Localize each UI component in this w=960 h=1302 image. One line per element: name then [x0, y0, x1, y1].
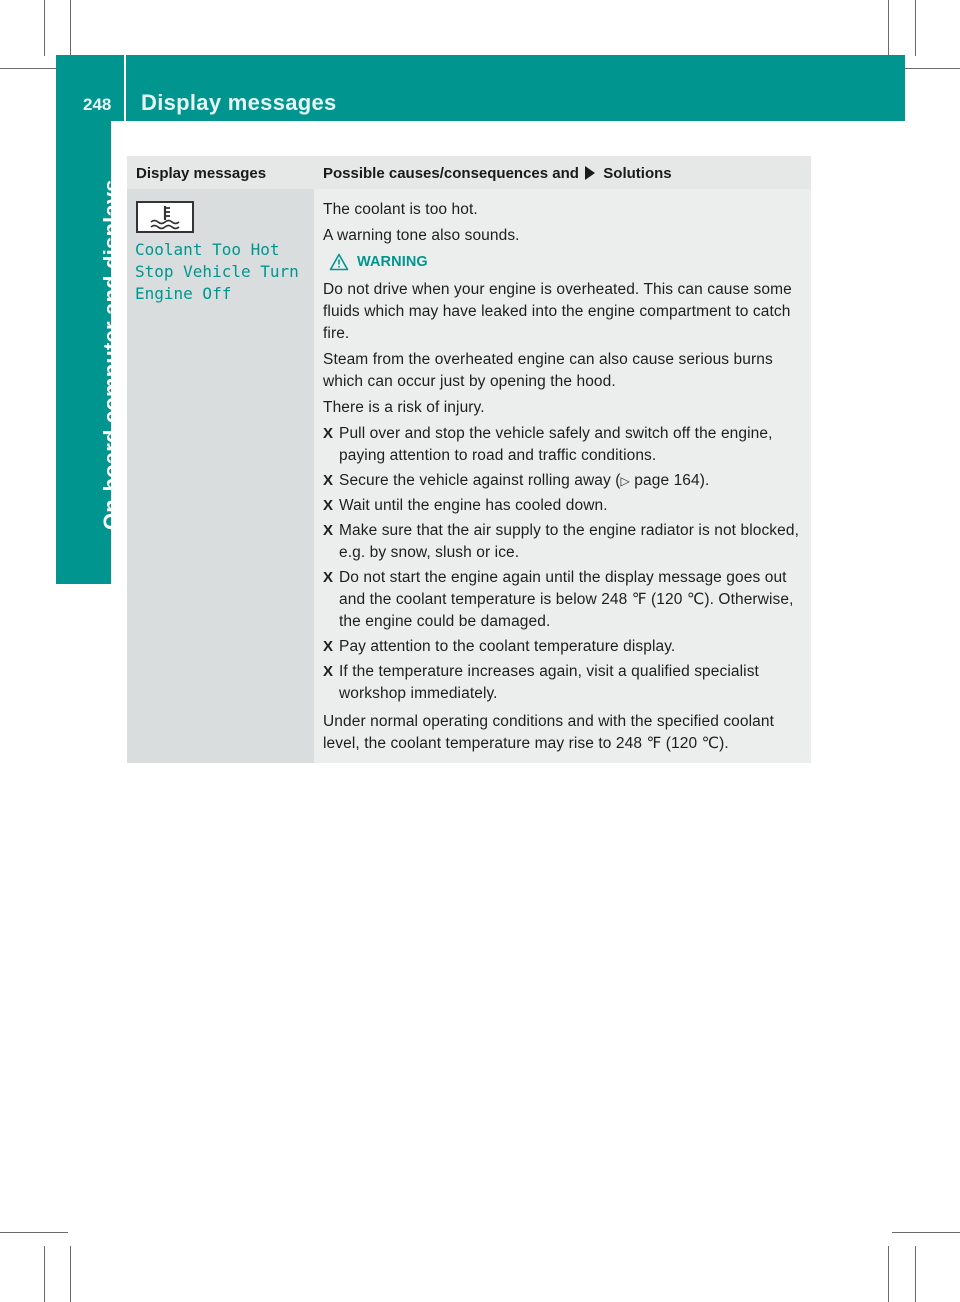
step-text: Wait until the engine has cooled down.: [339, 497, 608, 514]
step-text: If the temperature increases again, visit a qualified specialist workshop immediately.: [339, 663, 759, 702]
solution-step: [323, 661, 807, 705]
page-number: 248: [83, 95, 112, 114]
page-header: [56, 55, 905, 121]
closing-note: Under normal operating conditions and with the specified coolant level, the coolant temperature may rise to 248 ℉ (120 ℃).: [323, 713, 775, 752]
crop-mark: [44, 1246, 45, 1302]
table-cell-causes-solutions: [314, 189, 811, 763]
crop-mark: [888, 0, 889, 56]
warning-text: Do not drive when your engine is overheated. This can cause some fluids which may have leaked into the engine compartment to catch fire.: [323, 281, 792, 342]
causes-solutions-content: [323, 199, 807, 759]
step-marker: X: [323, 638, 334, 655]
step-marker: X: [323, 472, 334, 489]
display-messages-table: [127, 156, 811, 763]
solution-step: [323, 520, 807, 564]
crop-mark: [70, 0, 71, 56]
display-message-text: Coolant Too Hot Stop Vehicle Turn Engine Off: [135, 240, 299, 303]
cause-text: The coolant is too hot.: [323, 201, 478, 218]
side-tab-label: On-board computer and displays: [99, 179, 124, 530]
solution-step: [323, 636, 807, 658]
table-header-causes-solutions: [323, 165, 672, 182]
crop-mark: [915, 1246, 916, 1302]
header-solutions-label: Solutions: [603, 165, 672, 182]
solution-step: [323, 470, 807, 492]
warning-triangle-icon: [329, 253, 349, 271]
page-reference-link[interactable]: page 164).: [634, 472, 710, 489]
step-marker: X: [323, 569, 334, 586]
step-marker: X: [323, 663, 334, 680]
table-cell-display-message: [127, 189, 314, 763]
step-marker: X: [323, 497, 334, 514]
table-header-display-messages: Display messages: [136, 165, 267, 182]
crop-mark: [892, 1232, 960, 1233]
solution-arrow-icon: [585, 166, 595, 180]
crop-mark: [44, 0, 45, 56]
step-text: Secure the vehicle against rolling away (: [339, 472, 621, 489]
crop-mark: [915, 0, 916, 56]
step-text: Pull over and stop the vehicle safely and switch off the engine, paying attention to road and traffic conditions.: [339, 425, 773, 464]
crop-mark: [70, 1246, 71, 1302]
coolant-temperature-warning-icon: [136, 201, 194, 233]
warning-heading: [323, 251, 807, 273]
header-separator: [124, 55, 126, 121]
page-reference-arrow-icon: ▷: [620, 474, 630, 488]
page-title: Display messages: [141, 90, 337, 115]
header-causes-label: Possible causes/consequences and: [323, 165, 579, 182]
solution-step: [323, 567, 807, 633]
warning-label: WARNING: [357, 254, 428, 270]
crop-mark: [888, 1246, 889, 1302]
warning-text: Steam from the overheated engine can also cause serious burns which can occur just by opening the hood.: [323, 351, 773, 390]
step-marker: X: [323, 425, 334, 442]
step-marker: X: [323, 522, 334, 539]
table-header-row: [127, 156, 811, 189]
warning-text: There is a risk of injury.: [323, 399, 485, 416]
cause-text: A warning tone also sounds.: [323, 227, 520, 244]
step-text: Make sure that the air supply to the engine radiator is not blocked, e.g. by snow, slush or ice.: [339, 522, 800, 561]
solution-step: [323, 423, 807, 467]
crop-mark: [0, 1232, 68, 1233]
solution-step: [323, 495, 807, 517]
step-text: Do not start the engine again until the display message goes out and the coolant temperature is below 248 ℉ (120 ℃). Otherwise, the engine could be damaged.: [339, 569, 794, 630]
step-text: Pay attention to the coolant temperature display.: [339, 638, 676, 655]
